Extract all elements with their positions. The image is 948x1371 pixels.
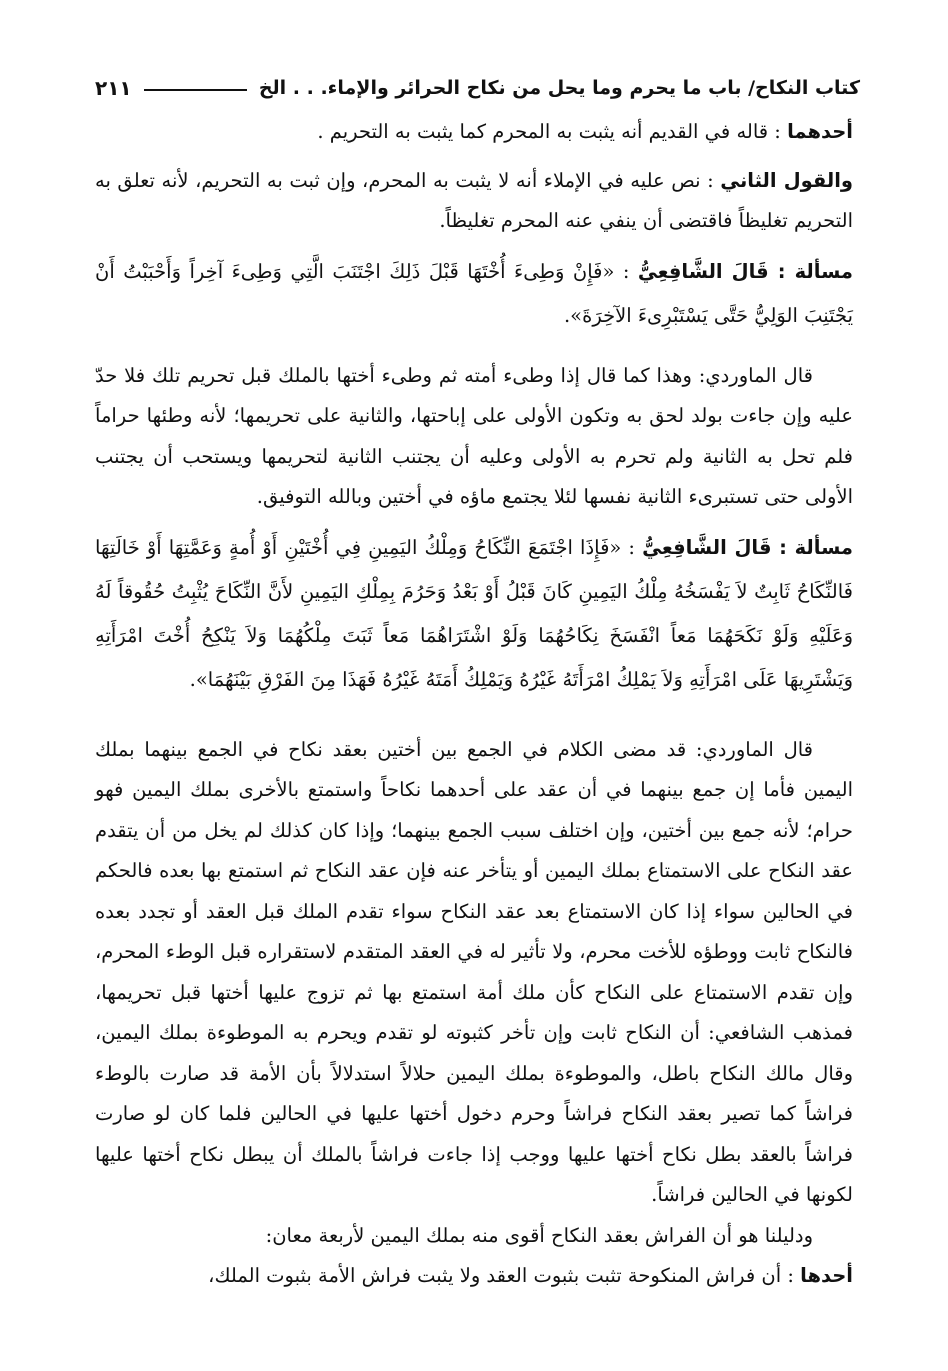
evidence-intro <box>95 1216 853 1257</box>
masala-one <box>95 250 853 338</box>
paragraph-text: قال الماوردي: قد مضى الكلام في الجمع بين أختين بعقد نكاح في الجمع بينهما بملك اليمين فأما إن جمع بينهما في أن عقد على أحدهما نكاحاً واستمتع بالأخرى بملك اليمين فهو حرام؛ لأنه جمع بين أختين، وإن اختلف سبب الجمع بينهما؛ وإذا كان كذلك لم يخل من أن يتقدم عقد النكاح على الاستمتاع بملك اليمين أو يتأخر عنه فإن عقد النكاح ثم استمتع بها بعده فالحكم في الحالين سواء إذا كان الاستمتاع بعد عقد النكاح سواء تقدم الملك قبل العقد أو تجدد بعده فالنكاح ثابت ووطؤه للأخت محرم، ولا تأثير له في العقد المتقدم لاستقراره قبل الوطء المحرم، وإن تقدم الاستمتاع على النكاح كأن ملك أمة استمتع بها ثم تزوج عليها أختها قبل تحريمها، فمذهب الشافعي: أن النكاح ثابت وإن تأخر كثبوته لو تقدم ويحرم به الموطوءة بملك اليمين، وقال مالك النكاح باطل، والموطوءة بملك اليمين حلالاً استدلالاً بأن الأمة قد صارت بالوطء فراشاً كما تصير بعقد النكاح فراشاً وحرم دخول أختها عليها في الحالين فلما كان لو صارت فراشاً بالعقد بطل نكاح أختها عليها ووجب إذا جاءت فراشاً بالملك أن يبطل نكاح أختها عليها لكونها في الحالين فراشاً. <box>95 737 853 1206</box>
page-number: ٢١١ <box>95 76 132 100</box>
masala-lead: مسألة : قَالَ الشَّافِعِيُّ <box>637 259 853 283</box>
mawardi-commentary-two <box>95 730 853 1216</box>
masala-two <box>95 526 853 702</box>
masala-quote: : «فَإِنْ وَطِىءَ أُخْتَهَا قَبْلَ ذَلِكَ اجْتَنَبَ الَّتِي وَطِىءَ آخِراً وَأَحْبَبْتُ أَنْ يَجْتَنِبَ الوَلِيُّ حَتَّى يَسْتَبْرِىءَ الآخِرَةَ». <box>95 259 853 327</box>
masala-lead: مسألة : قَالَ الشَّافِعِيُّ <box>642 535 853 559</box>
paragraph-text: قال الماوردي: وهذا كما قال إذا وطىء أمته ثم وطىء أختها بالملك قبل تحريم تلك فلا حدّ عليه وإن جاءت بولد لحق به وتكون الأولى على إباحتها، والثانية على تحريمها؛ لأنه وطئها حراماً فلم تحل به الثانية ولم تحرم به الأولى وعليه أن يجتنب الثانية لتحريمها ويستحب أن يجتنب الأولى حتى تستبرىء الثانية نفسها لئلا يجتمع ماؤه في أختين وبالله التوفيق. <box>95 363 853 508</box>
running-title: كتاب النكاح/ باب ما يحرم وما يحل من نكاح الحرائر والإماء. . . الخ <box>258 77 860 99</box>
paragraph-second-opinion <box>95 161 853 242</box>
page-body <box>95 112 853 1297</box>
first-reason <box>95 1256 853 1297</box>
paragraph-first-opinion <box>95 112 853 153</box>
paragraph-lead: أحدها <box>800 1264 853 1287</box>
paragraph-text: ودليلنا هو أن الفراش بعقد النكاح أقوى منه بملك اليمين لأربعة معان: <box>265 1223 813 1247</box>
header-rule <box>144 89 247 91</box>
paragraph-text: : قاله في القديم أنه يثبت به المحرم كما يثبت به التحريم . <box>317 120 781 143</box>
mawardi-commentary-one <box>95 356 853 518</box>
page-header <box>95 70 860 106</box>
paragraph-lead: والقول الثاني <box>720 168 854 192</box>
paragraph-lead: أحدهما <box>787 120 853 143</box>
masala-quote: : «فَإِذَا اجْتَمَعَ النِّكَاحُ وَمِلْكُ اليَمِينِ فِي أُخْتَيْنِ أَوْ أُمةٍ وَعَمَّتِهَا أَوْ خَالَتِهَا فَالنِّكَاحُ ثَابِتٌ لاَ يَفْسَخُهُ مِلْكُ اليَمِينِ كَانَ قَبْلُ أَوْ بَعْدُ وَحَرُمَ بِمِلْكِ اليَمِينِ لأَنَّ النِّكَاحَ يُثْبِتُ حُقُوقاً لَهُ وَعَلَيْهِ وَلَوْ نَكَحَهُمَا مَعاً انْفَسَخَ نِكَاحُهُمَا وَلَوْ اشْتَرَاهُمَا مَعاً ثَبَتَ مِلْكُهُمَا وَلاَ يَنْكِحُ أُخْتَ امْرَأَتِهِ وَيَشْتَرِيهَا عَلَى امْرَأَتِهِ وَلاَ يَمْلِكُ امْرَأَتَهُ غَيْرُهُ وَيَمْلِكُ أَمَتَهُ غَيْرُهُ فَهَذَا مِنَ الفَرْقِ بَيْنَهُمَا». <box>95 535 853 691</box>
paragraph-text: : نص عليه في الإملاء أنه لا يثبت به المحرم، وإن ثبت به التحريم، لأنه تعلق به التحريم تغليظاً فاقتضى أن ينفي عنه المحرم تغليظاً. <box>95 168 853 232</box>
paragraph-text: : أن فراش المنكوحة تثبت بثبوت العقد ولا يثبت فراش الأمة بثبوت الملك، <box>208 1264 794 1287</box>
